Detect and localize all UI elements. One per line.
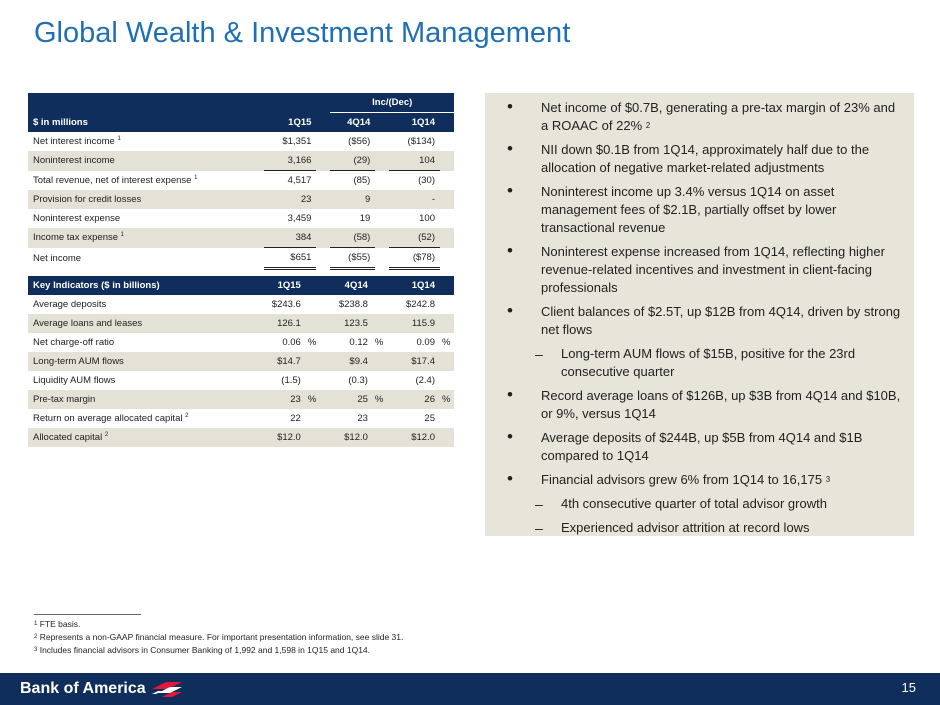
row-label: Return on average allocated capital: [33, 413, 183, 424]
table-row: [28, 209, 454, 228]
table-cell: $12.0: [253, 428, 306, 447]
table-row: Total revenue, net of interest expense $^1$ 4,517 (85) (30): [28, 171, 454, 191]
row-label: Allocated capital: [33, 432, 103, 443]
column-header: 1Q15: [253, 276, 306, 295]
column-header: 4Q14: [330, 113, 375, 133]
table-row: [28, 314, 454, 333]
table-cell: (58): [330, 228, 375, 248]
key-indicators-table: [28, 276, 454, 447]
table-cell: -: [389, 190, 440, 209]
table-cell: 25: [424, 413, 435, 424]
column-header: $ in millions: [28, 113, 264, 133]
footnote-divider: [34, 614, 141, 615]
table-cell: (2.4): [415, 375, 435, 386]
table-cell: 23: [357, 413, 368, 424]
table-row: Pre-tax margin 23 % 25 % 26 %: [28, 390, 454, 409]
table-cell: 104: [389, 151, 440, 171]
footnote: $^1$ FTE basis.: [34, 619, 81, 629]
table-row: [28, 295, 454, 314]
table-row: Allocated capital $^2$ $12.0 $12.0 $12.0: [28, 428, 454, 447]
column-header: 4Q14: [320, 276, 373, 295]
bullet-item: • Record average loans of $126B, up $3B from 4Q14 and $10B, or 9%, versus 1Q14: [505, 387, 905, 423]
sub-bullet-item: – Long-term AUM flows of $15B, positive for the 23rd consecutive quarter: [505, 345, 905, 381]
table-row: [28, 352, 454, 371]
column-header: 1Q14: [389, 113, 440, 133]
table-row: [28, 190, 454, 209]
table-cell: (1.5): [281, 375, 301, 386]
bullet-item: • Noninterest expense increased from 1Q14, reflecting higher revenue-related incentives and investment in client-facing professionals: [505, 243, 905, 297]
row-label: Long-term AUM flows: [33, 356, 124, 367]
table-cell: (85): [353, 175, 371, 186]
table-cell: 19: [359, 213, 371, 224]
inc-dec-header: Inc/(Dec): [330, 93, 454, 113]
table-cell: 25: [320, 390, 373, 409]
row-label: Liquidity AUM flows: [33, 375, 116, 386]
table-cell: $651: [264, 248, 317, 269]
table-cell: 3,459: [287, 213, 312, 224]
table-cell: 23: [264, 190, 317, 209]
table-row: Net charge-off ratio 0.06 % 0.12 % 0.09 %: [28, 333, 454, 352]
row-label: Provision for credit losses: [33, 194, 142, 205]
table-cell: 3,166: [264, 151, 317, 171]
commentary-panel: [485, 93, 914, 536]
footnote: $^2$ Represents a non-GAAP financial measure. For important presentation information, see slide 31.: [34, 632, 404, 642]
row-label: Total revenue, net of interest expense: [33, 174, 192, 186]
brand-name: Bank of America: [20, 680, 146, 697]
table-cell: 0.09: [416, 337, 435, 348]
row-label: Noninterest income: [33, 155, 115, 167]
table-header-row: [28, 276, 454, 295]
table-row: [28, 248, 454, 269]
table-row: [28, 371, 454, 390]
table-row: Return on average allocated capital $^2$ 22 23 25: [28, 409, 454, 428]
page-title: Global Wealth & Investment Management: [34, 17, 571, 49]
sub-bullet-item: – 4th consecutive quarter of total advisor growth: [505, 495, 905, 513]
bullet-list: [505, 99, 905, 543]
bullet-item: • Financial advisors grew 6% from 1Q14 to 16,175 $^3$: [505, 471, 905, 489]
table-cell: 123.5: [320, 314, 373, 333]
bank-of-america-logo: [20, 677, 184, 701]
table-row: Income tax expense $^1$ 384 (58) (52): [28, 228, 454, 248]
row-label: Income tax expense: [33, 232, 119, 244]
row-label: Average loans and leases: [33, 318, 143, 329]
table-cell: 22: [290, 413, 301, 424]
table-cell: 0.06: [282, 337, 301, 348]
column-header: Key Indicators ($ in billions): [28, 276, 253, 295]
footnotes: [34, 618, 403, 657]
table-cell: 23: [253, 390, 306, 409]
table-cell: (0.3): [348, 375, 368, 386]
table-cell: ($55): [330, 248, 375, 269]
bullet-item: • Net income of $0.7B, generating a pre-tax margin of 23% and a ROAAC of 22% $^2$: [505, 99, 905, 135]
table-cell: 384: [264, 228, 317, 248]
footnote: $^3$ Includes financial advisors in Consumer Banking of 1,992 and 1,598 in 1Q15 and 1Q14.: [34, 645, 371, 655]
sub-bullet-item: – Experienced advisor attrition at record lows: [505, 519, 905, 537]
row-label: Average deposits: [33, 299, 107, 310]
table-cell: $17.4: [387, 352, 440, 371]
table-cell: $12.0: [387, 428, 440, 447]
table-cell: (52): [389, 228, 440, 248]
table-cell: $243.6: [271, 299, 301, 310]
table-cell: (30): [418, 175, 435, 186]
table-cell: 4,517: [287, 175, 312, 186]
row-label: Noninterest expense: [33, 213, 121, 224]
table-cell: ($56): [348, 136, 371, 147]
bullet-item: • NII down $0.1B from 1Q14, approximately half due to the allocation of negative market-related adjustments: [505, 141, 905, 177]
bank-of-america-flag-icon: [150, 679, 184, 699]
table-cell: $12.0: [320, 428, 373, 447]
bullet-item: • Average deposits of $244B, up $5B from 4Q14 and $1B compared to 1Q14: [505, 429, 905, 465]
row-label: Net income: [33, 252, 82, 264]
row-label: Net interest income: [33, 136, 115, 147]
table-header-row: [28, 113, 454, 133]
table-cell: ($134): [407, 136, 435, 147]
table-super-header-row: [28, 93, 454, 113]
table-cell: $1,351: [282, 136, 312, 147]
table-row: [28, 151, 454, 171]
page-number: 15: [901, 680, 916, 695]
table-row: Net interest income $^1$ $1,351 ($56) ($134): [28, 132, 454, 151]
column-header: 1Q14: [387, 276, 440, 295]
table-cell: 115.9: [387, 314, 440, 333]
column-header: 1Q15: [264, 113, 317, 133]
table-cell: $242.8: [405, 299, 435, 310]
row-label: Net charge-off ratio: [33, 337, 115, 348]
table-cell: 26: [387, 390, 440, 409]
table-cell: (29): [330, 151, 375, 171]
table-cell: 9: [330, 190, 375, 209]
bullet-item: • Noninterest income up 3.4% versus 1Q14 on asset management fees of $2.1B, partially offset by lower transactional revenue: [505, 183, 905, 237]
bullet-item: • Client balances of $2.5T, up $12B from 4Q14, driven by strong net flows: [505, 303, 905, 339]
row-label: Pre-tax margin: [33, 394, 96, 405]
table-cell: ($78): [389, 248, 440, 269]
table-cell: $238.8: [338, 299, 368, 310]
table-cell: $9.4: [320, 352, 373, 371]
table-cell: 126.1: [253, 314, 306, 333]
financial-summary-table: [28, 93, 454, 270]
table-cell: 100: [419, 213, 435, 224]
table-cell: 0.12: [349, 337, 368, 348]
table-cell: $14.7: [253, 352, 306, 371]
